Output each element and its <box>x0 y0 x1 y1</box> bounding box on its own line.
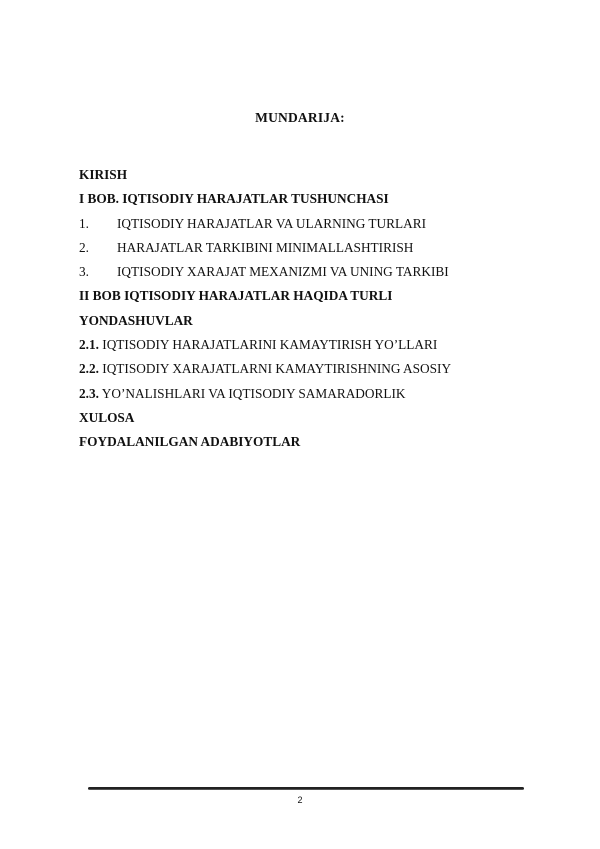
toc-entry-text: II BOB IQTISODIY HARAJATLAR HAQIDA TURLI <box>79 288 393 304</box>
toc-entry-section-2-3 <box>79 382 539 406</box>
toc-entry-section-2-1 <box>79 333 539 357</box>
toc-entry-number: 2.3. <box>79 385 99 401</box>
toc-entry-number: 1. <box>79 215 89 231</box>
toc-entry-number: 2. <box>79 239 89 255</box>
toc-entry-conclusion <box>79 406 539 430</box>
toc-entry-chapter-2-cont <box>79 309 539 333</box>
page-title: MUNDARIJA: <box>255 110 345 125</box>
table-of-contents <box>79 163 539 455</box>
toc-entry-text: HARAJATLAR TARKIBINI MINIMALLASHTIRISH <box>117 239 414 255</box>
toc-entry-text: I BOB. IQTISODIY HARAJATLAR TUSHUNCHASI <box>79 191 389 207</box>
toc-entry-text: FOYDALANILGAN ADABIYOTLAR <box>79 434 301 450</box>
toc-entry-chapter-1 <box>79 187 539 211</box>
toc-entry-section-3 <box>79 260 539 284</box>
toc-entry-text: YO’NALISHLARI VA IQTISODIY SAMARADORLIK <box>98 385 406 401</box>
toc-entry-chapter-2 <box>79 284 539 308</box>
page-number: 2 <box>297 795 303 805</box>
toc-entry-text: IQTISODIY XARAJATLARNI KAMAYTIRISHNING ASOSIY <box>98 361 452 377</box>
toc-entry-number: 3. <box>79 264 89 280</box>
toc-entry-text: YONDASHUVLAR <box>79 312 193 328</box>
toc-entry-number: 2.1. <box>79 337 99 353</box>
toc-entry-intro <box>79 163 539 187</box>
toc-entry-text: IQTISODIY HARAJATLARINI KAMAYTIRISH YO’LLARI <box>98 337 438 353</box>
toc-entry-text: KIRISH <box>79 167 128 182</box>
toc-entry-text: IQTISODIY XARAJAT MEXANIZMI VA UNING TARKIBI <box>117 264 449 280</box>
toc-entry-section-1 <box>79 212 539 236</box>
footer-divider <box>88 787 524 790</box>
toc-entry-text: XULOSA <box>79 409 135 425</box>
toc-entry-section-2 <box>79 236 539 260</box>
toc-entry-number: 2.2. <box>79 361 99 377</box>
toc-entry-text: IQTISODIY HARAJATLAR VA ULARNING TURLARI <box>117 215 427 231</box>
toc-entry-section-2-2 <box>79 357 539 381</box>
toc-entry-references <box>79 430 539 454</box>
